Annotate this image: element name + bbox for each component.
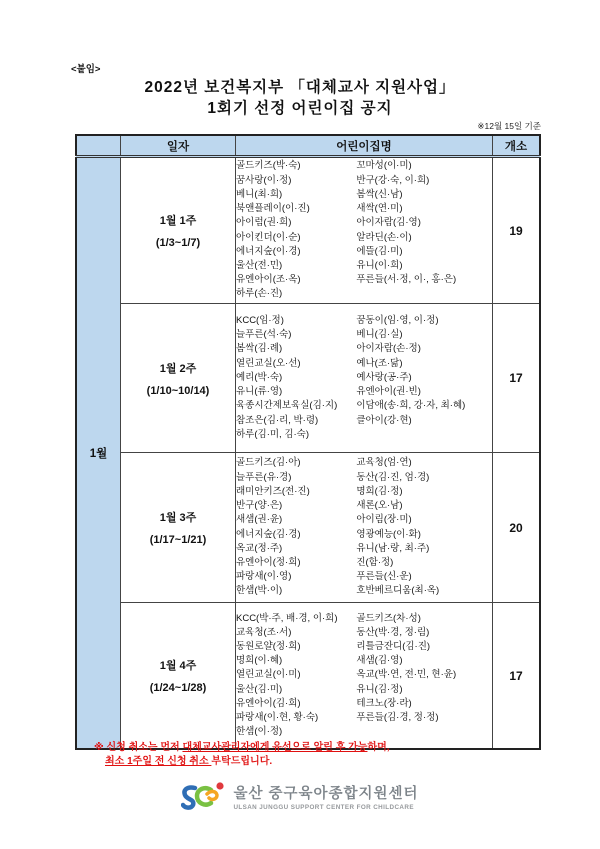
center-names-columns: [236, 456, 492, 598]
center-name: 동산(박·경, 정·림): [356, 626, 430, 638]
center-name: 파랑새(이·현, 황·숙): [236, 712, 319, 723]
week-date-cell: [121, 453, 236, 603]
center-name: 클아이(강·현): [356, 414, 412, 426]
center-name: 예리(박·숙): [236, 371, 283, 383]
center-name: 에너지숲(이·경): [236, 245, 301, 257]
org-name-korean: 울산 중구육아종합지원센터: [233, 785, 419, 802]
center-name: 베니(김·실): [356, 329, 403, 341]
week-date-cell: [121, 603, 236, 750]
center-name: 영광예능(이·화): [356, 528, 421, 540]
table-row: [76, 453, 540, 603]
center-name: 봄싹(신·남): [356, 188, 403, 200]
week-label: 1월 2주: [159, 362, 197, 375]
center-names-columns: [236, 159, 492, 301]
table-row: [76, 157, 540, 304]
center-name: 푸른들(김·경, 정·정): [356, 712, 439, 723]
center-names-columns: [236, 612, 492, 740]
center-names-left: [236, 159, 356, 301]
center-names-right: [356, 612, 492, 726]
page-title-line1: 2022년 보건복지부 「대체교사 지원사업」: [144, 79, 456, 96]
center-names-columns: [236, 314, 492, 442]
center-name: 교육청(조·서): [236, 626, 292, 638]
center-names-left: [236, 612, 356, 740]
center-name: 새샘(김·영): [356, 655, 403, 667]
center-names-right: [356, 456, 492, 598]
center-names-cell: [236, 157, 493, 304]
center-name: 베니(최·희): [236, 188, 283, 200]
center-name: 예사랑(공·주): [356, 371, 412, 383]
week-date-cell: [121, 304, 236, 453]
center-name: 이담애(송·희, 강·자, 최·혜): [356, 400, 466, 412]
center-name: 꼬마성(이·미): [356, 160, 412, 172]
center-names-cell: [236, 453, 493, 603]
week-date-cell: [121, 157, 236, 304]
center-name: 아이자람(김·영): [356, 217, 421, 229]
center-name: 울산(전·민): [236, 259, 283, 271]
center-name: 반구(양·은): [236, 500, 283, 512]
selection-table-wrap: [75, 134, 541, 750]
center-name: 골드키즈(차·성): [356, 612, 421, 624]
center-name: 골드키즈(박·숙): [236, 160, 301, 172]
center-name: 북앤플레이(이·진): [236, 203, 310, 215]
center-name: KCC(박·주, 배·경, 이·희): [236, 612, 338, 624]
center-name: 새론(오·남): [356, 500, 403, 512]
center-names-left: [236, 314, 356, 442]
center-name: 열린교실(이·미): [236, 669, 301, 681]
cancellation-note-line2: 최소 1주일 전 신청 취소 부탁드립니다.: [105, 755, 273, 767]
center-name: 새샘(권·윤): [236, 514, 283, 526]
table-row: [76, 603, 540, 750]
table-header-name: 어린이집명: [236, 135, 493, 157]
week-period: (1/24~1/28): [149, 682, 207, 694]
center-names-right: [356, 314, 492, 428]
count-cell: 17: [493, 603, 541, 750]
week-period: (1/3~1/7): [155, 237, 201, 249]
center-name: 한샘(이·정): [236, 726, 283, 738]
center-name: 아이자람(손·정): [356, 343, 421, 355]
center-name: 리틀금잔디(김·진): [356, 640, 431, 652]
page-title-line2: 1회기 선정 어린이집 공지: [207, 100, 393, 117]
center-name: 테크노(장·라): [356, 697, 412, 709]
center-name: 봄싹(김·례): [236, 343, 283, 355]
center-name: 유니(김·정): [356, 683, 403, 695]
center-names-cell: [236, 304, 493, 453]
week-label: 1월 4주: [159, 660, 197, 672]
center-name: 유니(류·영): [236, 386, 283, 398]
week-period: (1/17~1/21): [149, 534, 207, 546]
selection-table: [75, 134, 541, 750]
center-name: 동원로얄(정·희): [236, 640, 301, 652]
center-name: 명희(김·정): [356, 485, 403, 497]
center-name: 꿈동이(임·영, 이·정): [356, 315, 439, 327]
org-logo-texts: [233, 782, 418, 811]
center-name: 에뜰(김·미): [356, 245, 403, 257]
center-names-cell: [236, 603, 493, 750]
center-name: 아이킨더(이·순): [236, 231, 301, 243]
week-label: 1월 3주: [159, 512, 197, 524]
center-name: 래미안키즈(전·진): [236, 485, 310, 497]
center-name: 열린교실(오·선): [236, 357, 301, 369]
table-body: [76, 157, 540, 750]
table-header-count: 개소: [493, 135, 541, 157]
center-name: 알라딘(손·이): [356, 231, 412, 243]
table-header-date: 일자: [121, 135, 236, 157]
center-name: 교육청(엄·연): [356, 457, 412, 469]
center-name: 하루(손·진): [236, 288, 283, 300]
center-name: 호반베르디움(최·옥): [356, 585, 440, 597]
center-name: 유니(남·랑, 최·주): [356, 542, 430, 554]
center-name: 동산(김·진, 엄·경): [356, 471, 430, 483]
center-name: 유엔아이(정·희): [236, 556, 301, 568]
attachment-label: <붙임>: [71, 64, 101, 75]
center-name: 에너지숲(김·경): [236, 528, 301, 540]
table-header-month: [76, 135, 121, 157]
center-name: 유엔아이(권·빈): [356, 386, 421, 398]
center-name: 아이림(장·미): [356, 514, 412, 526]
center-name: 유엔아이(조·옥): [236, 274, 301, 286]
reference-date-note: ※12월 15일 기준: [477, 121, 541, 131]
center-name: 반구(강·숙, 이·희): [356, 174, 430, 186]
center-name: 명희(이·혜): [236, 655, 283, 667]
center-name: 푸른들(신·운): [356, 571, 412, 583]
center-name: 푸른들(서·정, 이·, 홍·은): [356, 274, 457, 286]
center-name: 꿈사랑(이·정): [236, 174, 292, 186]
center-name: 하루(김·미, 김·숙): [236, 428, 309, 440]
center-names-left: [236, 456, 356, 598]
count-cell: 17: [493, 304, 541, 453]
org-logo-icon: [181, 780, 225, 812]
center-name: 유엔아이(김·희): [236, 697, 301, 709]
center-name: 골드키즈(김·아): [236, 457, 301, 469]
week-period: (1/10~10/14): [146, 384, 210, 397]
center-name: 옥교(박·연, 전·민, 현·윤): [356, 669, 457, 681]
center-name: 새싹(연·미): [356, 203, 403, 215]
cancellation-note-line1: ※ 신청 취소는 먼저 대체교사관리자에게 유선으로 알린 후 가능하며,: [94, 742, 390, 753]
week-label: 1월 1주: [159, 215, 197, 227]
center-name: 참조은(김·리, 박·령): [236, 414, 319, 426]
count-cell: 20: [493, 453, 541, 603]
center-name: 아이럼(권·희): [236, 217, 292, 229]
org-logo-block: [0, 780, 600, 812]
count-cell: 19: [493, 157, 541, 304]
page-title: [0, 77, 600, 119]
center-name: 울산(김·미): [236, 683, 283, 695]
center-name: KCC(임·정): [236, 315, 284, 327]
center-name: 늘푸른(석·숙): [236, 329, 292, 341]
org-name-english: ULSAN JUNGGU SUPPORT CENTER FOR CHILDCARE: [233, 803, 414, 811]
month-cell: 1월: [76, 157, 121, 750]
center-name: 진(함·정): [356, 556, 394, 568]
center-name: 유니(이·희): [356, 259, 403, 271]
center-name: 옥교(정·주): [236, 542, 283, 554]
center-names-right: [356, 159, 492, 287]
center-name: 예나(조·닮): [356, 357, 403, 369]
center-name: 파랑새(이·영): [236, 571, 292, 583]
center-name: 늘푸른(유·경): [236, 471, 292, 483]
table-header-row: [76, 135, 540, 157]
table-row: [76, 304, 540, 453]
cancellation-note: [94, 741, 390, 768]
center-name: 한샘(박·이): [236, 585, 283, 597]
center-name: 육종시간제보육실(김·지): [236, 400, 338, 412]
